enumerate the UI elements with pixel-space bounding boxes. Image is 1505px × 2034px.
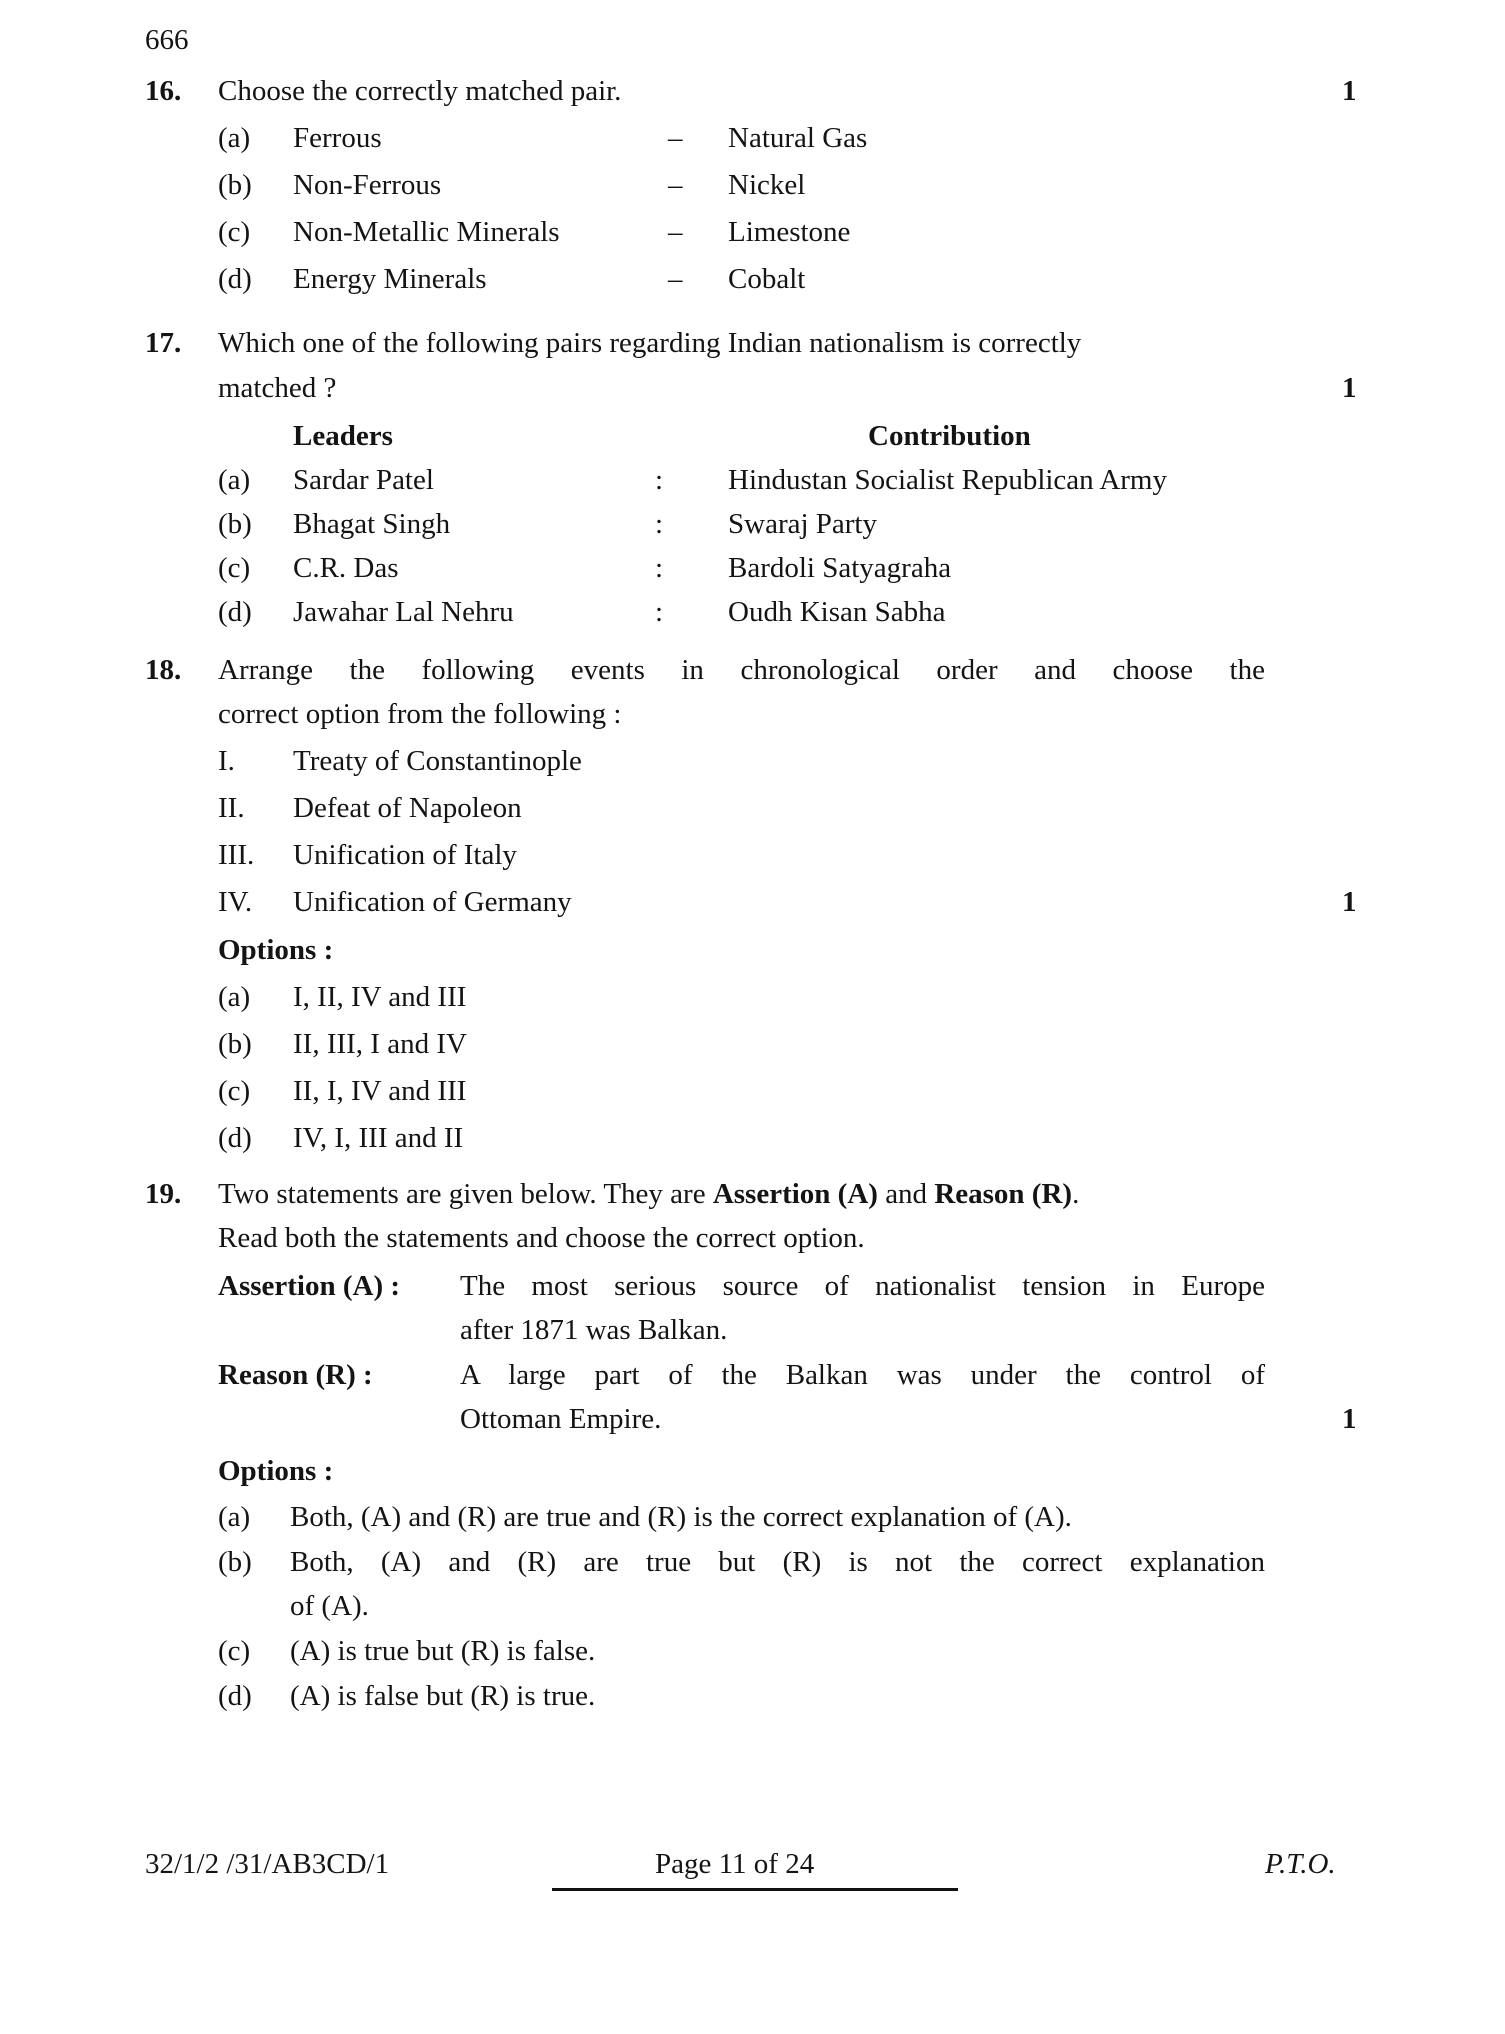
option-right: Swaraj Party [728, 508, 877, 540]
text-mid: and [877, 1178, 935, 1210]
question-text-line1: Arrange the following events in chronological order and choose the [218, 654, 1265, 686]
text-pre: Two statements are given below. They are [218, 1178, 713, 1210]
option-sep: – [668, 216, 683, 248]
question-number: 19. [145, 1178, 182, 1210]
option-label: (b) [218, 169, 252, 201]
option-right: Nickel [728, 169, 806, 201]
marks: 1 [1342, 75, 1357, 107]
reason-line2: Ottoman Empire. [460, 1403, 662, 1435]
option-right: Cobalt [728, 263, 806, 295]
reason-term: Reason (R) [934, 1178, 1073, 1210]
marks: 1 [1342, 372, 1357, 404]
page-header-number: 666 [145, 24, 189, 56]
option-sep: : [655, 552, 664, 584]
option-left: Energy Minerals [293, 263, 487, 295]
page-number: Page 11 of 24 [655, 1848, 815, 1880]
event-text: Unification of Italy [293, 839, 517, 871]
option-label: (b) [218, 1546, 252, 1578]
question-text-line2: correct option from the following : [218, 698, 622, 730]
option-text: II, I, IV and III [293, 1075, 467, 1107]
question-text: Choose the correctly matched pair. [218, 75, 622, 107]
paper-code: 32/1/2 /31/AB3CD/1 [145, 1848, 390, 1880]
options-heading: Options : [218, 1455, 334, 1487]
option-left: Sardar Patel [293, 464, 434, 496]
option-left: Non-Ferrous [293, 169, 442, 201]
option-text: Both, (A) and (R) are true but (R) is not the correct explanation [290, 1546, 1265, 1578]
option-label: (a) [218, 464, 251, 496]
option-right: Oudh Kisan Sabha [728, 596, 946, 628]
event-label: IV. [218, 886, 253, 918]
option-label: (d) [218, 263, 252, 295]
reason-line1: A large part of the Balkan was under the control of [460, 1359, 1265, 1391]
option-label: (c) [218, 216, 251, 248]
option-label: (c) [218, 1635, 251, 1667]
event-label: III. [218, 839, 255, 871]
option-label: (a) [218, 981, 251, 1013]
option-sep: – [668, 122, 683, 154]
option-left: Ferrous [293, 122, 382, 154]
option-text: I, II, IV and III [293, 981, 467, 1013]
option-left: Jawahar Lal Nehru [293, 596, 514, 628]
option-label: (b) [218, 508, 252, 540]
marks: 1 [1342, 1403, 1357, 1435]
footer-underline [552, 1888, 958, 1891]
option-label: (d) [218, 1680, 252, 1712]
option-left: C.R. Das [293, 552, 399, 584]
option-text-cont: of (A). [290, 1590, 369, 1622]
question-number: 18. [145, 654, 182, 686]
option-sep: – [668, 169, 683, 201]
event-text: Unification of Germany [293, 886, 572, 918]
option-label: (d) [218, 1122, 252, 1154]
option-sep: – [668, 263, 683, 295]
option-text: (A) is true but (R) is false. [290, 1635, 596, 1667]
option-sep: : [655, 508, 664, 540]
option-text: Both, (A) and (R) are true and (R) is the correct explanation of (A). [290, 1501, 1072, 1533]
question-number: 17. [145, 327, 182, 359]
option-text: IV, I, III and II [293, 1122, 464, 1154]
option-label: (a) [218, 122, 251, 154]
option-sep: : [655, 596, 664, 628]
option-text: II, III, I and IV [293, 1028, 467, 1060]
column-header-leaders: Leaders [293, 420, 393, 452]
question-text-line1: Which one of the following pairs regarding Indian nationalism is correctly [218, 327, 1082, 359]
options-heading: Options : [218, 934, 334, 966]
assertion-line2: after 1871 was Balkan. [460, 1314, 728, 1346]
reason-label: Reason (R) : [218, 1359, 373, 1391]
option-right: Natural Gas [728, 122, 868, 154]
event-text: Treaty of Constantinople [293, 745, 582, 777]
option-label: (d) [218, 596, 252, 628]
question-number: 16. [145, 75, 182, 107]
event-text: Defeat of Napoleon [293, 792, 522, 824]
option-left: Non-Metallic Minerals [293, 216, 560, 248]
marks: 1 [1342, 886, 1357, 918]
option-left: Bhagat Singh [293, 508, 451, 540]
assertion-line1: The most serious source of nationalist tension in Europe [460, 1270, 1265, 1302]
pto-label: P.T.O. [1265, 1848, 1336, 1880]
option-sep: : [655, 464, 664, 496]
question-text-line2: Read both the statements and choose the correct option. [218, 1222, 865, 1254]
option-right: Bardoli Satyagraha [728, 552, 952, 584]
assertion-term: Assertion (A) [712, 1178, 878, 1210]
text-post: . [1072, 1178, 1080, 1210]
option-label: (c) [218, 552, 251, 584]
question-text-line1 [218, 1180, 1079, 1209]
option-right: Limestone [728, 216, 851, 248]
column-header-contribution: Contribution [868, 420, 1031, 452]
option-label: (b) [218, 1028, 252, 1060]
question-text-line2: matched ? [218, 372, 337, 404]
option-text: (A) is false but (R) is true. [290, 1680, 596, 1712]
option-label: (c) [218, 1075, 251, 1107]
event-label: II. [218, 792, 245, 824]
event-label: I. [218, 745, 235, 777]
assertion-label: Assertion (A) : [218, 1270, 401, 1302]
option-right: Hindustan Socialist Republican Army [728, 464, 1167, 496]
option-label: (a) [218, 1501, 251, 1533]
